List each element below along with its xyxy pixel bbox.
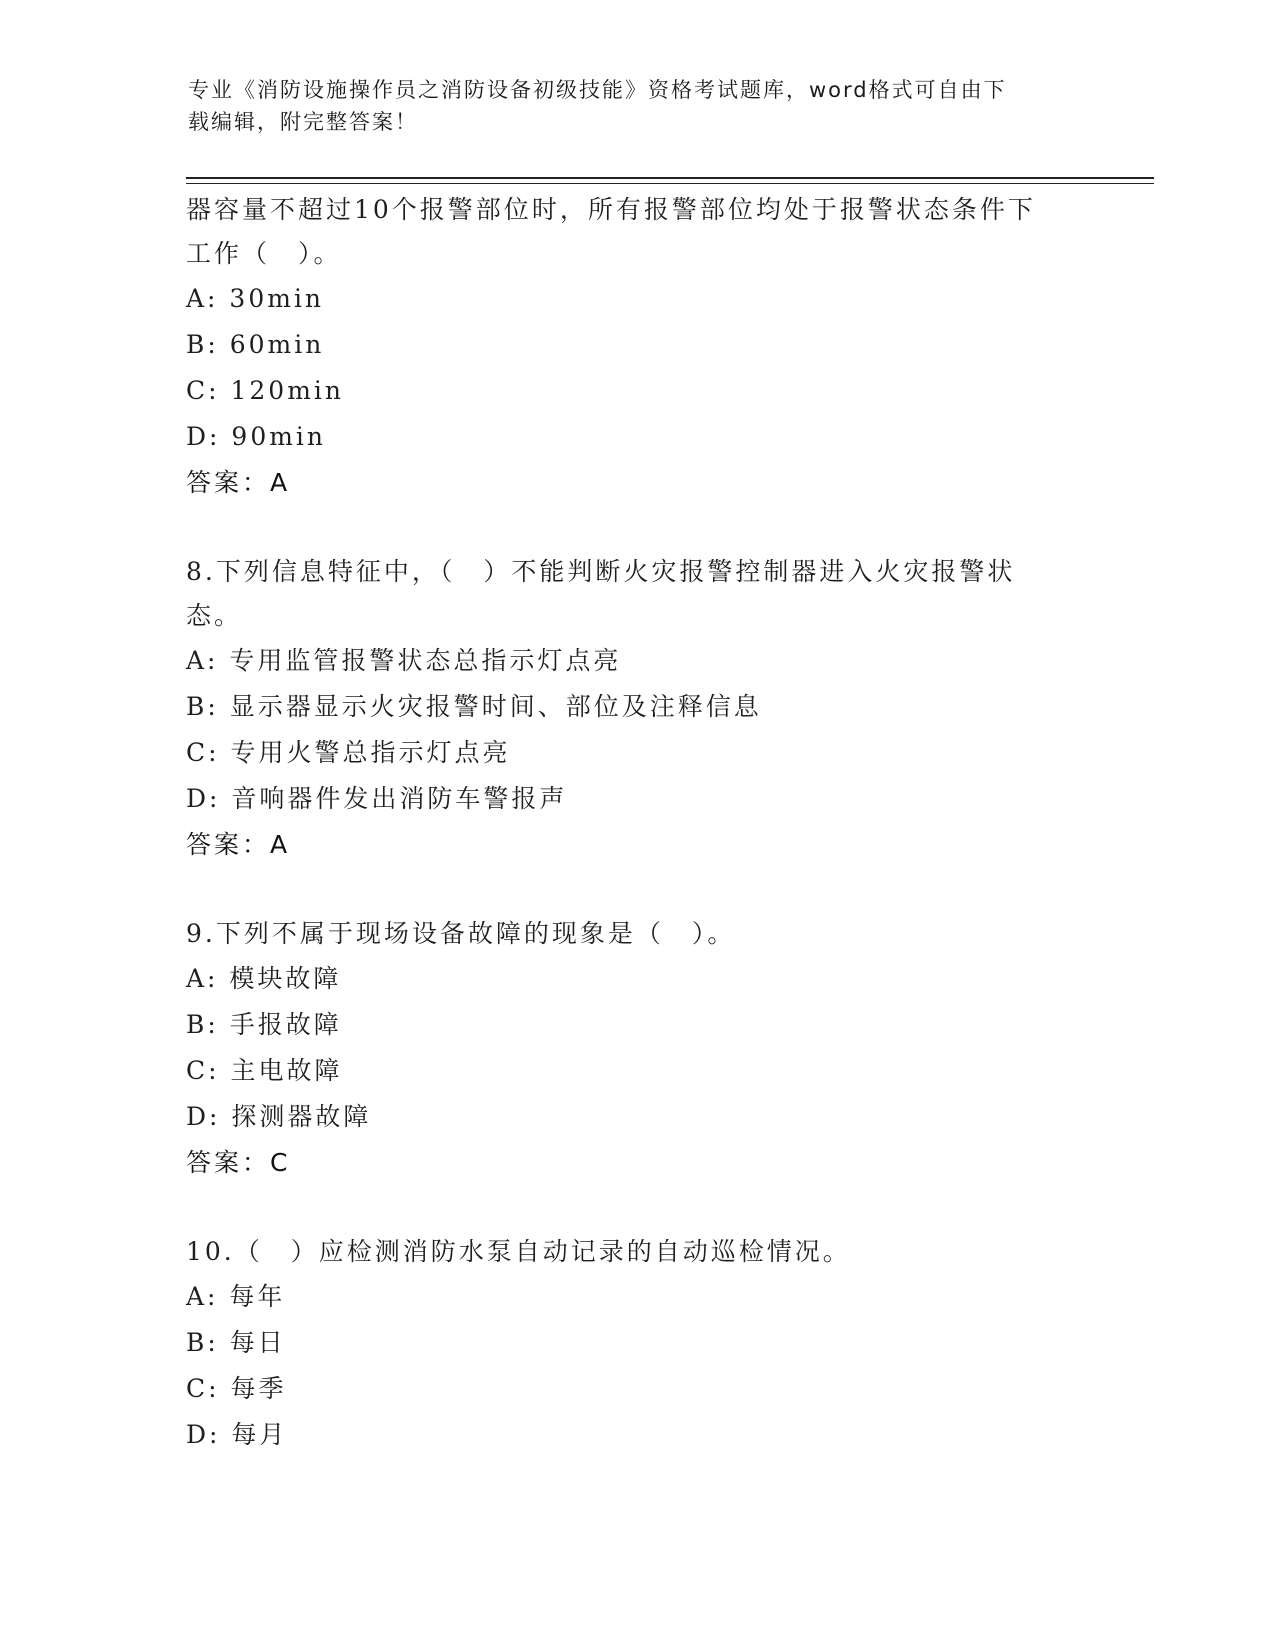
question-stem-line: 工作（ ）。 bbox=[186, 239, 342, 268]
question-7 bbox=[186, 188, 1086, 506]
option-d: D: 探测器故障 bbox=[186, 1102, 372, 1131]
option-b: B: 60min bbox=[186, 330, 325, 359]
question-stem-line: 10.（ ）应检测消防水泵自动记录的自动巡检情况。 bbox=[186, 1237, 851, 1266]
answer-line: 答案：A bbox=[186, 830, 291, 859]
question-stem-line: 器容量不超过10个报警部位时，所有报警部位均处于报警状态条件下 bbox=[186, 195, 1036, 224]
question-9 bbox=[186, 912, 1086, 1186]
option-a: A: 模块故障 bbox=[186, 964, 342, 993]
question-10 bbox=[186, 1230, 1086, 1458]
header-line-1: 专业《消防设施操作员之消防设备初级技能》资格考试题库，word格式可自由下 bbox=[188, 78, 1007, 102]
option-d: D: 90min bbox=[186, 422, 327, 451]
option-d: D: 每月 bbox=[186, 1420, 288, 1449]
document-header bbox=[188, 74, 1068, 138]
option-a: A: 每年 bbox=[186, 1282, 286, 1311]
header-divider-thick bbox=[186, 177, 1154, 179]
option-b: B: 显示器显示火灾报警时间、部位及注释信息 bbox=[186, 692, 762, 721]
option-a: A: 30min bbox=[186, 284, 325, 313]
option-c: C: 主电故障 bbox=[186, 1056, 343, 1085]
header-divider-thin bbox=[186, 183, 1154, 184]
question-8 bbox=[186, 550, 1086, 868]
option-c: C: 120min bbox=[186, 376, 345, 405]
answer-line: 答案：A bbox=[186, 468, 291, 497]
question-stem-line: 8.下列信息特征中，（ ）不能判断火灾报警控制器进入火灾报警状 bbox=[186, 557, 1016, 586]
answer-line: 答案：C bbox=[186, 1148, 291, 1177]
question-list bbox=[186, 188, 1086, 1458]
option-c: C: 每季 bbox=[186, 1374, 287, 1403]
option-c: C: 专用火警总指示灯点亮 bbox=[186, 738, 511, 767]
option-a: A: 专用监管报警状态总指示灯点亮 bbox=[186, 646, 622, 675]
option-b: B: 手报故障 bbox=[186, 1010, 342, 1039]
option-b: B: 每日 bbox=[186, 1328, 286, 1357]
header-line-2: 载编辑，附完整答案！ bbox=[188, 110, 418, 134]
question-stem-line: 9.下列不属于现场设备故障的现象是（ ）。 bbox=[186, 919, 736, 948]
option-d: D: 音响器件发出消防车警报声 bbox=[186, 784, 568, 813]
question-stem-line: 态。 bbox=[186, 601, 243, 630]
